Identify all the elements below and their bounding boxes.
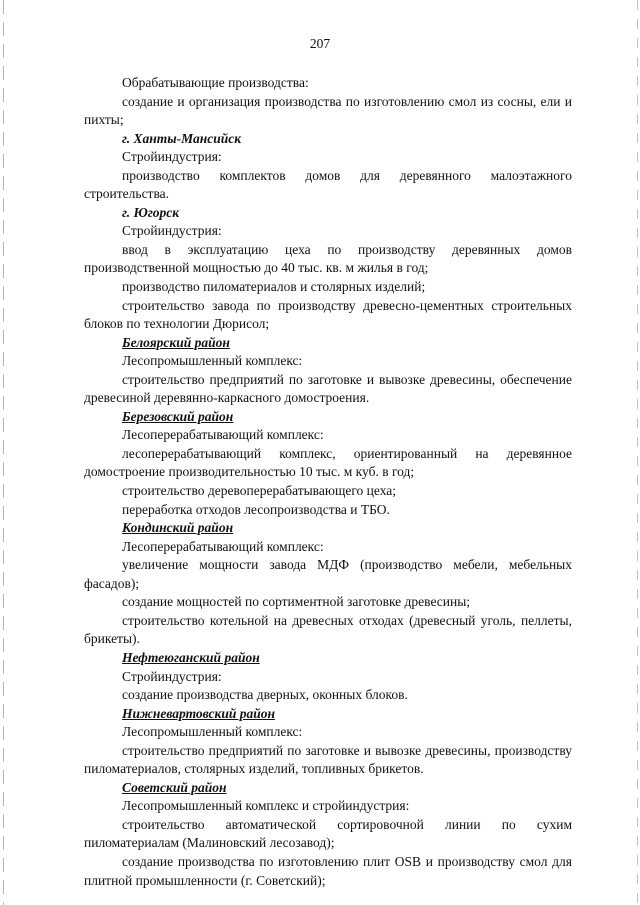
page-number: 207 xyxy=(309,36,331,51)
list-item: создание мощностей по сортиментной заготовке древесины; xyxy=(122,594,471,610)
heading-nefteyugansky: Нефтеюганский район xyxy=(122,649,260,665)
section-label: Лесопромышленный комплекс: xyxy=(122,353,303,369)
list-item: строительство предприятий по заготовке и вывозке древесины, производству пиломатериалов, столярных изделий, топливных брикетов. xyxy=(84,742,572,777)
section-label: Лесоперерабатывающий комплекс: xyxy=(122,538,324,554)
list-item: производство комплектов домов для деревянного малоэтажного строительства. xyxy=(84,167,572,202)
list-item: создание и организация производства по изготовлению смол из сосны, ели и пихты; xyxy=(84,93,572,128)
section-label: Стройиндустрия: xyxy=(122,668,222,684)
section-label: Стройиндустрия: xyxy=(122,223,222,239)
scan-edge-left xyxy=(3,0,4,905)
list-item: строительство автоматической сортировочной линии по сухим пиломатериалам (Малиновский лесозавод); xyxy=(84,816,572,851)
section-label: Лесоперерабатывающий комплекс: xyxy=(122,427,324,443)
list-item: увеличение мощности завода МДФ (производство мебели, мебельных фасадов); xyxy=(84,557,572,591)
list-item: лесоперерабатывающий комплекс, ориентированный на деревянное домостроение производительностью 10 тыс. м куб. в год; xyxy=(84,445,572,480)
document-body xyxy=(84,74,572,890)
list-item: ввод в эксплуатацию цеха по производству деревянных домов производственной мощностью до 40 тыс. кв. м жилья в год; xyxy=(84,241,572,276)
heading-sovetsky: Советский район xyxy=(122,779,227,795)
section-label: Стройиндустрия: xyxy=(122,149,222,165)
list-item: создание производства по изготовлению плит OSB и производству смол для плитной промышленности (г. Советский); xyxy=(84,853,572,888)
heading-khanty-mansiysk: г. Ханты-Мансийск xyxy=(122,130,242,146)
list-item: переработка отходов лесопроизводства и ТБО. xyxy=(122,501,390,517)
heading-yugorsk: г. Югорск xyxy=(122,204,180,220)
heading-nizhnevartovsky: Нижневартовский район xyxy=(122,705,276,721)
scan-edge-right xyxy=(637,0,638,905)
heading-berezovsky: Березовский район xyxy=(122,408,234,424)
heading-beloyarsky: Белоярский район xyxy=(122,334,230,350)
section-label: Лесопромышленный комплекс и стройиндустрия: xyxy=(122,798,410,814)
list-item: строительство завода по производству древесно-цементных строительных блоков по технологии Дюрисол; xyxy=(84,297,572,332)
list-item: строительство деревоперерабатывающего цеха; xyxy=(122,483,397,499)
list-item: производство пиломатериалов и столярных изделий; xyxy=(122,279,426,295)
section-label: Лесопромышленный комплекс: xyxy=(122,724,303,740)
section-label: Обрабатывающие производства: xyxy=(122,75,309,90)
list-item: создание производства дверных, оконных блоков. xyxy=(122,687,408,703)
heading-kondinsky: Кондинский район xyxy=(122,520,234,536)
list-item: строительство предприятий по заготовке и вывозке древесины, обеспечение древесиной деревянно-каркасного домостроения. xyxy=(84,371,572,406)
list-item: строительство котельной на древесных отходах (древесный уголь, пеллеты, брикеты). xyxy=(84,612,572,647)
